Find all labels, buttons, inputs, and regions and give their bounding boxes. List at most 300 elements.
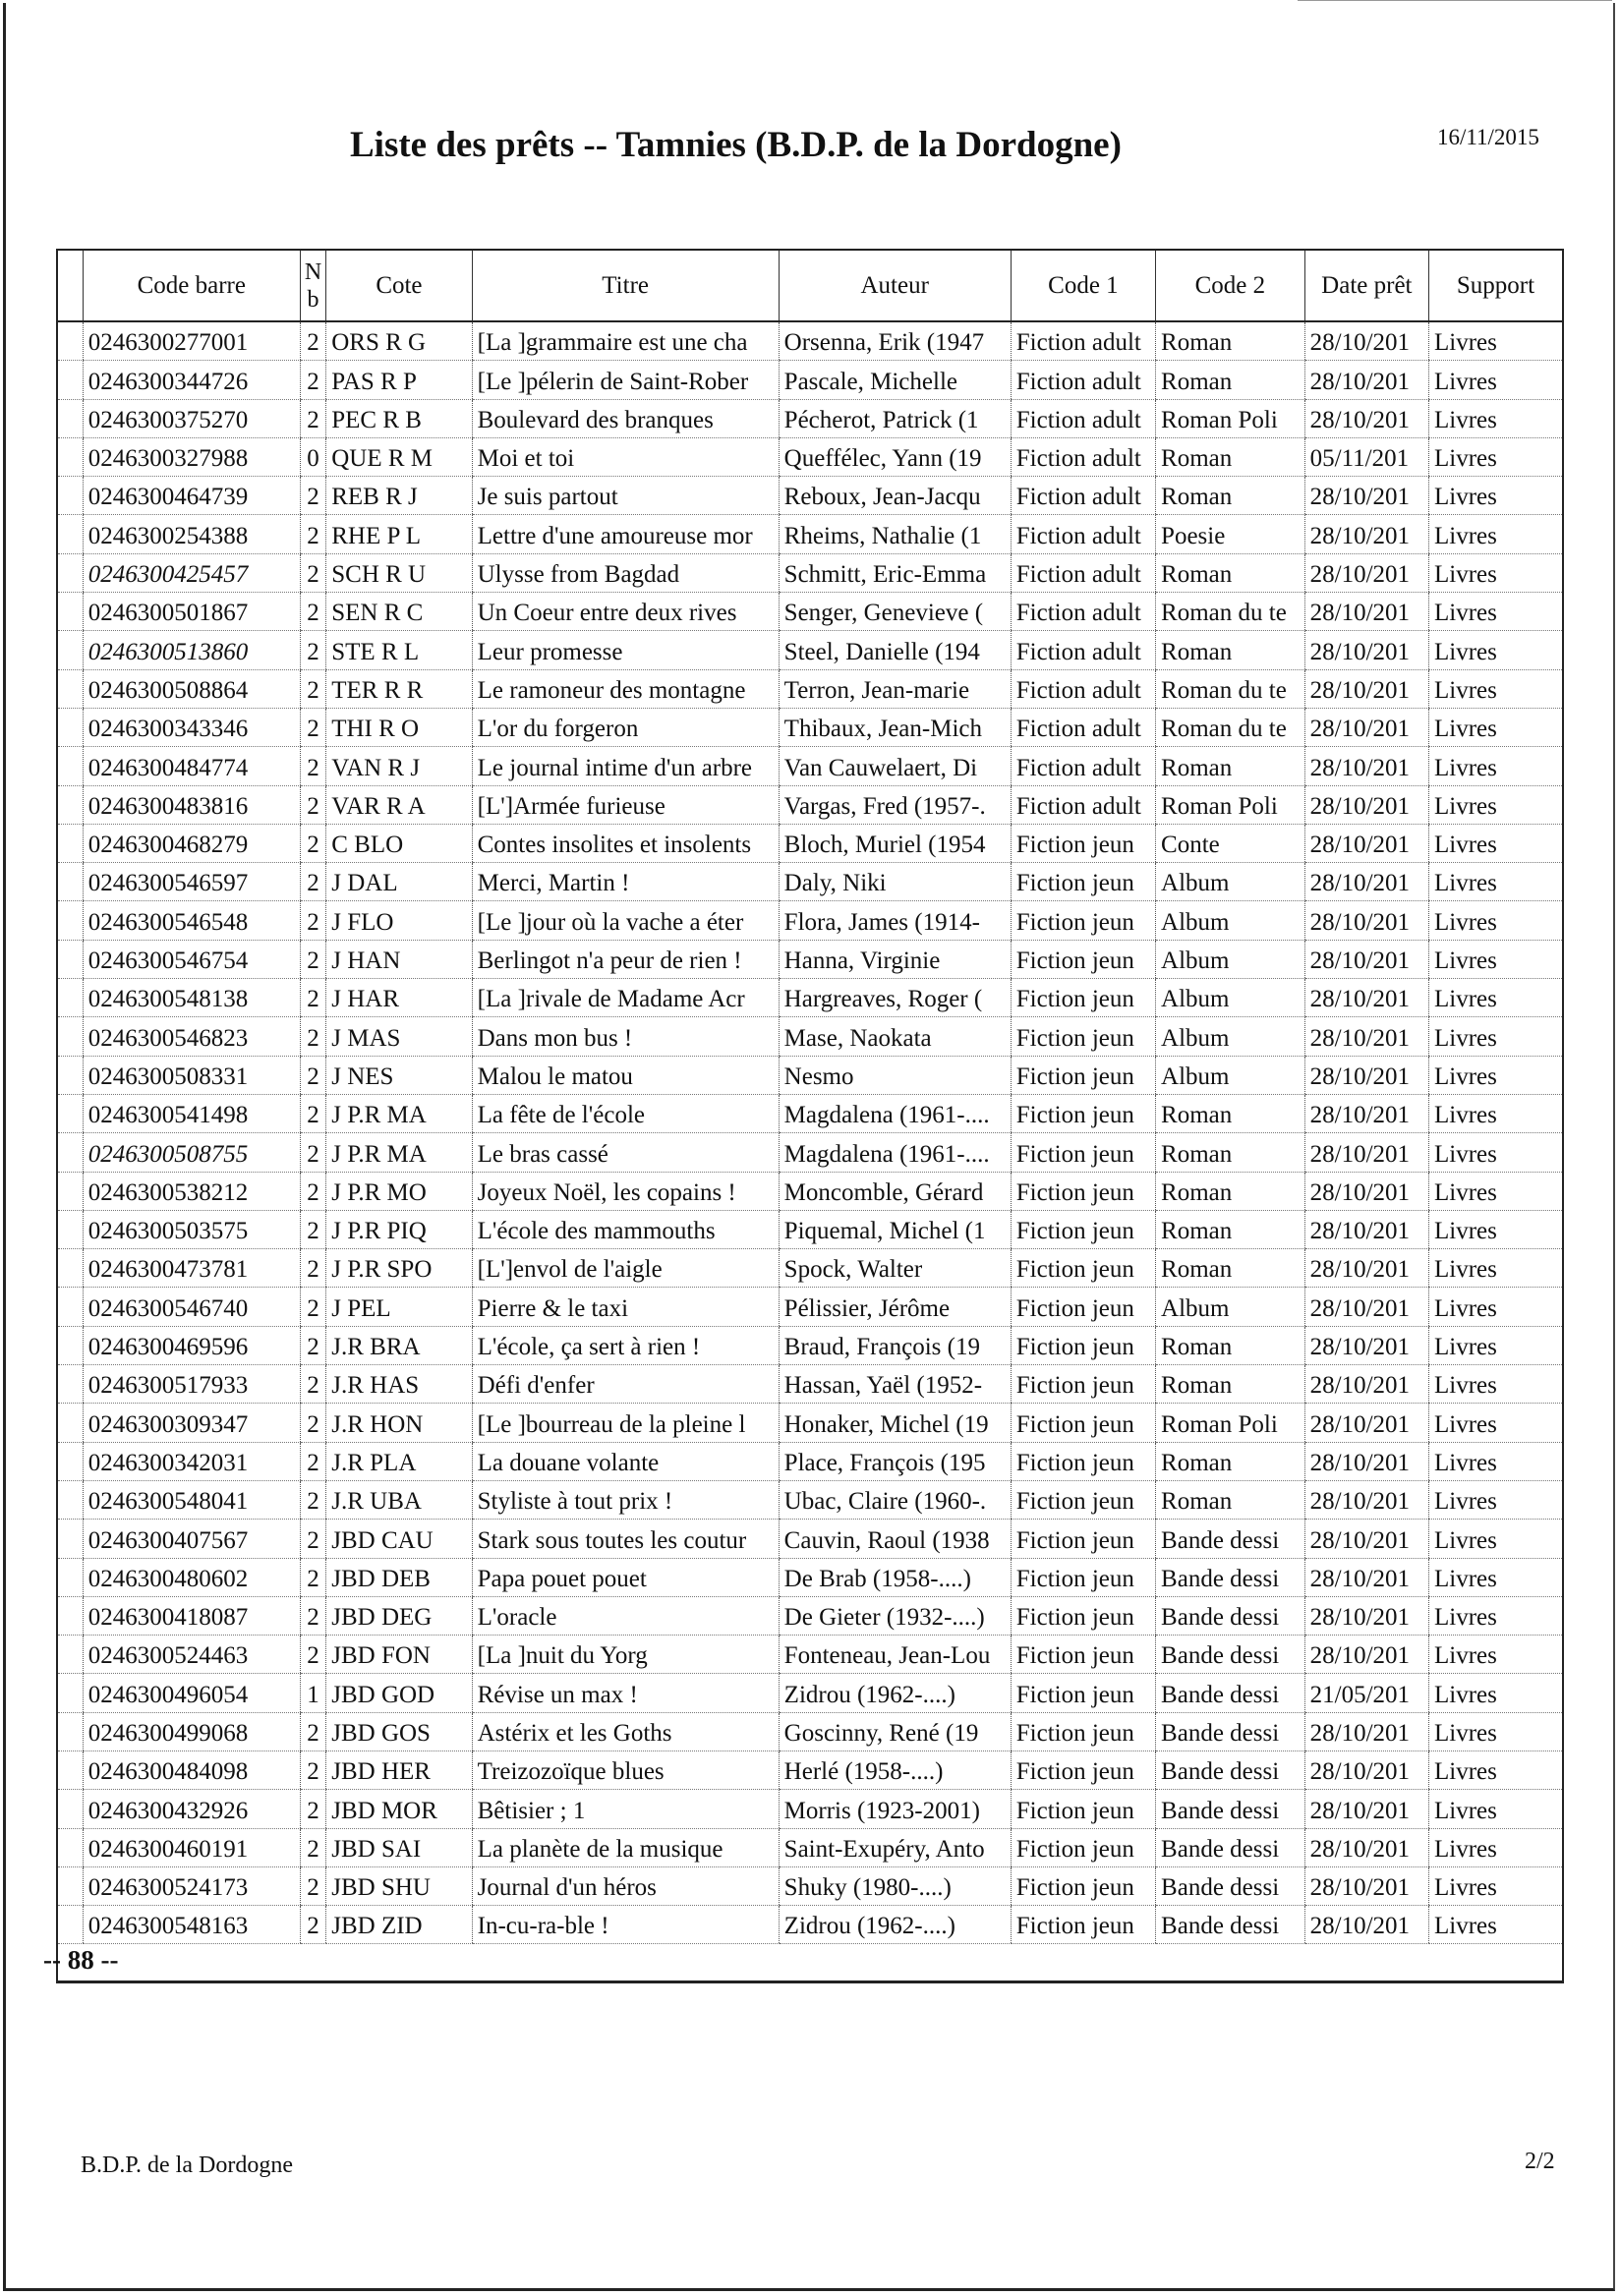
cell-cote: J MAS bbox=[326, 1017, 472, 1056]
cell-auteur: Reboux, Jean-Jacqu bbox=[779, 477, 1011, 515]
cell-nb: 0 bbox=[300, 437, 325, 476]
cell-date-pret: 28/10/201 bbox=[1304, 1712, 1428, 1751]
cell-date-pret: 28/10/201 bbox=[1304, 515, 1428, 553]
cell-code-barre: 0246300546597 bbox=[83, 863, 300, 901]
cell-support: Livres bbox=[1429, 940, 1562, 978]
cell-code2: Bande dessi bbox=[1156, 1558, 1305, 1596]
loans-table bbox=[58, 251, 1562, 1944]
page-title: Liste des prêts -- Tamnies (B.D.P. de la Dordogne) bbox=[350, 125, 1122, 165]
cell-date-pret: 28/10/201 bbox=[1304, 1790, 1428, 1828]
cell-support: Livres bbox=[1429, 437, 1562, 476]
cell-code-barre: 0246300503575 bbox=[83, 1210, 300, 1248]
cell-blank bbox=[58, 361, 83, 399]
cell-support: Livres bbox=[1429, 1365, 1562, 1404]
cell-blank bbox=[58, 1596, 83, 1635]
cell-blank bbox=[58, 1017, 83, 1056]
cell-date-pret: 28/10/201 bbox=[1304, 1404, 1428, 1442]
cell-auteur: Bloch, Muriel (1954 bbox=[779, 824, 1011, 862]
cell-support: Livres bbox=[1429, 1828, 1562, 1866]
cell-blank bbox=[58, 1442, 83, 1480]
cell-blank bbox=[58, 1288, 83, 1326]
col-header-code2: Code 2 bbox=[1156, 251, 1305, 321]
cell-date-pret: 28/10/201 bbox=[1304, 708, 1428, 746]
cell-support: Livres bbox=[1429, 1596, 1562, 1635]
cell-date-pret: 28/10/201 bbox=[1304, 1558, 1428, 1596]
table-row bbox=[58, 1674, 1562, 1712]
cell-nb: 2 bbox=[300, 1442, 325, 1480]
cell-titre: La douane volante bbox=[472, 1442, 779, 1480]
table-row bbox=[58, 553, 1562, 592]
cell-auteur: Rheims, Nathalie (1 bbox=[779, 515, 1011, 553]
cell-date-pret: 28/10/201 bbox=[1304, 1133, 1428, 1172]
table-row bbox=[58, 1596, 1562, 1635]
cell-code2: Roman bbox=[1156, 1442, 1305, 1480]
cell-code1: Fiction jeun bbox=[1011, 1288, 1155, 1326]
cell-blank bbox=[58, 1751, 83, 1789]
cell-nb: 2 bbox=[300, 824, 325, 862]
cell-cote: J.R PLA bbox=[326, 1442, 472, 1480]
cell-auteur: Piquemal, Michel (1 bbox=[779, 1210, 1011, 1248]
cell-titre: La fête de l'école bbox=[472, 1094, 779, 1132]
cell-code-barre: 0246300546740 bbox=[83, 1288, 300, 1326]
cell-blank bbox=[58, 1828, 83, 1866]
cell-titre: Berlingot n'a peur de rien ! bbox=[472, 940, 779, 978]
cell-titre: Joyeux Noël, les copains ! bbox=[472, 1172, 779, 1210]
cell-code2: Album bbox=[1156, 940, 1305, 978]
cell-nb: 2 bbox=[300, 399, 325, 437]
cell-nb: 2 bbox=[300, 901, 325, 940]
cell-blank bbox=[58, 1636, 83, 1674]
cell-support: Livres bbox=[1429, 708, 1562, 746]
cell-auteur: Daly, Niki bbox=[779, 863, 1011, 901]
cell-titre: Le ramoneur des montagne bbox=[472, 669, 779, 708]
cell-blank bbox=[58, 1365, 83, 1404]
table-row bbox=[58, 399, 1562, 437]
cell-auteur: Zidrou (1962-....) bbox=[779, 1906, 1011, 1944]
cell-code2: Roman bbox=[1156, 1172, 1305, 1210]
cell-code2: Bande dessi bbox=[1156, 1828, 1305, 1866]
cell-code2: Bande dessi bbox=[1156, 1751, 1305, 1789]
cell-titre: L'école, ça sert à rien ! bbox=[472, 1326, 779, 1364]
cell-code1: Fiction jeun bbox=[1011, 1790, 1155, 1828]
cell-code2: Roman bbox=[1156, 1094, 1305, 1132]
cell-support: Livres bbox=[1429, 1674, 1562, 1712]
cell-code2: Album bbox=[1156, 863, 1305, 901]
cell-date-pret: 28/10/201 bbox=[1304, 1480, 1428, 1519]
cell-code-barre: 0246300343346 bbox=[83, 708, 300, 746]
table-row bbox=[58, 1365, 1562, 1404]
cell-cote: J.R HON bbox=[326, 1404, 472, 1442]
table-row bbox=[58, 1172, 1562, 1210]
cell-titre: Styliste à tout prix ! bbox=[472, 1480, 779, 1519]
cell-nb: 2 bbox=[300, 1017, 325, 1056]
cell-cote: JBD ZID bbox=[326, 1906, 472, 1944]
cell-cote: QUE R M bbox=[326, 437, 472, 476]
cell-auteur: Orsenna, Erik (1947 bbox=[779, 321, 1011, 361]
cell-code2: Bande dessi bbox=[1156, 1906, 1305, 1944]
cell-blank bbox=[58, 669, 83, 708]
cell-nb: 2 bbox=[300, 1133, 325, 1172]
cell-code2: Roman bbox=[1156, 1249, 1305, 1288]
cell-code1: Fiction jeun bbox=[1011, 1133, 1155, 1172]
cell-support: Livres bbox=[1429, 747, 1562, 785]
cell-code1: Fiction jeun bbox=[1011, 1866, 1155, 1905]
cell-code1: Fiction jeun bbox=[1011, 1636, 1155, 1674]
cell-date-pret: 05/11/201 bbox=[1304, 437, 1428, 476]
cell-titre: Papa pouet pouet bbox=[472, 1558, 779, 1596]
cell-date-pret: 28/10/201 bbox=[1304, 824, 1428, 862]
cell-auteur: Herlé (1958-....) bbox=[779, 1751, 1011, 1789]
cell-titre: Stark sous toutes les coutur bbox=[472, 1520, 779, 1558]
cell-cote: JBD FON bbox=[326, 1636, 472, 1674]
cell-blank bbox=[58, 747, 83, 785]
table-row bbox=[58, 1828, 1562, 1866]
cell-code-barre: 0246300484774 bbox=[83, 747, 300, 785]
cell-cote: PAS R P bbox=[326, 361, 472, 399]
cell-nb: 2 bbox=[300, 1558, 325, 1596]
cell-auteur: Ubac, Claire (1960-. bbox=[779, 1480, 1011, 1519]
cell-date-pret: 28/10/201 bbox=[1304, 1828, 1428, 1866]
cell-cote: J FLO bbox=[326, 901, 472, 940]
cell-nb: 2 bbox=[300, 1094, 325, 1132]
cell-date-pret: 28/10/201 bbox=[1304, 785, 1428, 824]
cell-cote: J.R UBA bbox=[326, 1480, 472, 1519]
cell-code-barre: 0246300473781 bbox=[83, 1249, 300, 1288]
cell-support: Livres bbox=[1429, 631, 1562, 669]
table-row bbox=[58, 824, 1562, 862]
cell-auteur: Zidrou (1962-....) bbox=[779, 1674, 1011, 1712]
cell-cote: THI R O bbox=[326, 708, 472, 746]
cell-titre: In-cu-ra-ble ! bbox=[472, 1906, 779, 1944]
cell-code-barre: 0246300327988 bbox=[83, 437, 300, 476]
cell-cote: JBD HER bbox=[326, 1751, 472, 1789]
table-row bbox=[58, 901, 1562, 940]
col-header-titre: Titre bbox=[472, 251, 779, 321]
cell-code-barre: 0246300344726 bbox=[83, 361, 300, 399]
cell-code1: Fiction jeun bbox=[1011, 1480, 1155, 1519]
col-header-auteur: Auteur bbox=[779, 251, 1011, 321]
cell-code1: Fiction jeun bbox=[1011, 901, 1155, 940]
cell-code2: Roman bbox=[1156, 1133, 1305, 1172]
cell-code-barre: 0246300513860 bbox=[83, 631, 300, 669]
cell-titre: Bêtisier ; 1 bbox=[472, 1790, 779, 1828]
cell-code1: Fiction jeun bbox=[1011, 979, 1155, 1017]
cell-blank bbox=[58, 1906, 83, 1944]
cell-date-pret: 28/10/201 bbox=[1304, 1751, 1428, 1789]
cell-code2: Roman Poli bbox=[1156, 785, 1305, 824]
cell-titre: [L']Armée furieuse bbox=[472, 785, 779, 824]
cell-titre: Ulysse from Bagdad bbox=[472, 553, 779, 592]
cell-auteur: Nesmo bbox=[779, 1056, 1011, 1094]
cell-auteur: Cauvin, Raoul (1938 bbox=[779, 1520, 1011, 1558]
col-header-support: Support bbox=[1429, 251, 1562, 321]
cell-titre: Pierre & le taxi bbox=[472, 1288, 779, 1326]
cell-support: Livres bbox=[1429, 1056, 1562, 1094]
cell-cote: J DAL bbox=[326, 863, 472, 901]
cell-blank bbox=[58, 824, 83, 862]
cell-titre: Le bras cassé bbox=[472, 1133, 779, 1172]
table-row bbox=[58, 940, 1562, 978]
cell-code2: Roman du te bbox=[1156, 669, 1305, 708]
cell-support: Livres bbox=[1429, 1636, 1562, 1674]
cell-date-pret: 28/10/201 bbox=[1304, 321, 1428, 361]
cell-date-pret: 28/10/201 bbox=[1304, 747, 1428, 785]
cell-cote: J PEL bbox=[326, 1288, 472, 1326]
cell-code1: Fiction jeun bbox=[1011, 824, 1155, 862]
cell-titre: [Le ]pélerin de Saint-Rober bbox=[472, 361, 779, 399]
cell-nb: 2 bbox=[300, 1520, 325, 1558]
cell-code-barre: 0246300468279 bbox=[83, 824, 300, 862]
cell-nb: 2 bbox=[300, 940, 325, 978]
cell-nb: 2 bbox=[300, 1404, 325, 1442]
cell-cote: PEC R B bbox=[326, 399, 472, 437]
cell-nb: 2 bbox=[300, 1365, 325, 1404]
cell-code-barre: 0246300464739 bbox=[83, 477, 300, 515]
cell-date-pret: 28/10/201 bbox=[1304, 1326, 1428, 1364]
cell-blank bbox=[58, 1866, 83, 1905]
cell-titre: Le journal intime d'un arbre bbox=[472, 747, 779, 785]
cell-support: Livres bbox=[1429, 515, 1562, 553]
cell-nb: 2 bbox=[300, 1828, 325, 1866]
cell-code2: Bande dessi bbox=[1156, 1636, 1305, 1674]
cell-auteur: Queffélec, Yann (19 bbox=[779, 437, 1011, 476]
cell-titre: Lettre d'une amoureuse mor bbox=[472, 515, 779, 553]
cell-blank bbox=[58, 593, 83, 631]
cell-nb: 1 bbox=[300, 1674, 325, 1712]
cell-titre: [L']envol de l'aigle bbox=[472, 1249, 779, 1288]
cell-support: Livres bbox=[1429, 1442, 1562, 1480]
table-row bbox=[58, 321, 1562, 361]
cell-code1: Fiction adult bbox=[1011, 361, 1155, 399]
cell-support: Livres bbox=[1429, 399, 1562, 437]
cell-auteur: Fonteneau, Jean-Lou bbox=[779, 1636, 1011, 1674]
cell-support: Livres bbox=[1429, 1133, 1562, 1172]
cell-blank bbox=[58, 1712, 83, 1751]
table-row bbox=[58, 437, 1562, 476]
table-row bbox=[58, 515, 1562, 553]
table-row bbox=[58, 1249, 1562, 1288]
cell-code-barre: 0246300548163 bbox=[83, 1906, 300, 1944]
cell-auteur: Pascale, Michelle bbox=[779, 361, 1011, 399]
cell-code-barre: 0246300425457 bbox=[83, 553, 300, 592]
table-row bbox=[58, 1558, 1562, 1596]
table-row bbox=[58, 1210, 1562, 1248]
cell-date-pret: 28/10/201 bbox=[1304, 901, 1428, 940]
cell-auteur: Saint-Exupéry, Anto bbox=[779, 1828, 1011, 1866]
cell-support: Livres bbox=[1429, 1751, 1562, 1789]
table-row bbox=[58, 1404, 1562, 1442]
cell-support: Livres bbox=[1429, 1866, 1562, 1905]
cell-date-pret: 28/10/201 bbox=[1304, 1442, 1428, 1480]
col-header-code-barre: Code barre bbox=[83, 251, 300, 321]
cell-date-pret: 28/10/201 bbox=[1304, 1866, 1428, 1905]
cell-date-pret: 28/10/201 bbox=[1304, 1249, 1428, 1288]
cell-code2: Conte bbox=[1156, 824, 1305, 862]
cell-cote: J HAN bbox=[326, 940, 472, 978]
cell-blank bbox=[58, 1326, 83, 1364]
cell-code1: Fiction jeun bbox=[1011, 1674, 1155, 1712]
cell-support: Livres bbox=[1429, 1520, 1562, 1558]
cell-date-pret: 28/10/201 bbox=[1304, 940, 1428, 978]
cell-blank bbox=[58, 1210, 83, 1248]
cell-date-pret: 28/10/201 bbox=[1304, 1210, 1428, 1248]
cell-cote: VAN R J bbox=[326, 747, 472, 785]
cell-titre: L'école des mammouths bbox=[472, 1210, 779, 1248]
cell-code-barre: 0246300546754 bbox=[83, 940, 300, 978]
table-row bbox=[58, 1790, 1562, 1828]
cell-titre: Leur promesse bbox=[472, 631, 779, 669]
cell-nb: 2 bbox=[300, 863, 325, 901]
cell-code1: Fiction jeun bbox=[1011, 1094, 1155, 1132]
cell-code-barre: 0246300432926 bbox=[83, 1790, 300, 1828]
cell-support: Livres bbox=[1429, 477, 1562, 515]
cell-code-barre: 0246300480602 bbox=[83, 1558, 300, 1596]
cell-auteur: Morris (1923-2001) bbox=[779, 1790, 1011, 1828]
cell-code2: Poesie bbox=[1156, 515, 1305, 553]
cell-code2: Album bbox=[1156, 1288, 1305, 1326]
cell-cote: J P.R SPO bbox=[326, 1249, 472, 1288]
cell-code2: Roman bbox=[1156, 477, 1305, 515]
cell-code-barre: 0246300524173 bbox=[83, 1866, 300, 1905]
cell-blank bbox=[58, 437, 83, 476]
cell-titre: [La ]nuit du Yorg bbox=[472, 1636, 779, 1674]
cell-nb: 2 bbox=[300, 1480, 325, 1519]
cell-support: Livres bbox=[1429, 1480, 1562, 1519]
cell-date-pret: 28/10/201 bbox=[1304, 1094, 1428, 1132]
cell-blank bbox=[58, 515, 83, 553]
cell-nb: 2 bbox=[300, 1249, 325, 1288]
cell-auteur: Magdalena (1961-.... bbox=[779, 1094, 1011, 1132]
table-row bbox=[58, 1442, 1562, 1480]
cell-code2: Roman bbox=[1156, 1480, 1305, 1519]
cell-cote: JBD DEB bbox=[326, 1558, 472, 1596]
cell-date-pret: 28/10/201 bbox=[1304, 593, 1428, 631]
cell-support: Livres bbox=[1429, 824, 1562, 862]
cell-nb: 2 bbox=[300, 477, 325, 515]
cell-code1: Fiction jeun bbox=[1011, 1326, 1155, 1364]
col-header-nb-text: N b bbox=[304, 258, 322, 313]
cell-code-barre: 0246300517933 bbox=[83, 1365, 300, 1404]
report-date: 16/11/2015 bbox=[1437, 125, 1539, 149]
cell-code1: Fiction jeun bbox=[1011, 1712, 1155, 1751]
cell-blank bbox=[58, 1133, 83, 1172]
cell-nb: 2 bbox=[300, 631, 325, 669]
cell-cote: J HAR bbox=[326, 979, 472, 1017]
cell-cote: JBD SHU bbox=[326, 1866, 472, 1905]
cell-code1: Fiction adult bbox=[1011, 477, 1155, 515]
cell-titre: L'or du forgeron bbox=[472, 708, 779, 746]
cell-nb: 2 bbox=[300, 1326, 325, 1364]
cell-cote: REB R J bbox=[326, 477, 472, 515]
cell-blank bbox=[58, 901, 83, 940]
cell-code2: Album bbox=[1156, 1017, 1305, 1056]
cell-code1: Fiction adult bbox=[1011, 631, 1155, 669]
cell-code-barre: 0246300342031 bbox=[83, 1442, 300, 1480]
cell-code2: Roman du te bbox=[1156, 708, 1305, 746]
cell-date-pret: 28/10/201 bbox=[1304, 1017, 1428, 1056]
cell-code1: Fiction adult bbox=[1011, 669, 1155, 708]
cell-titre: Boulevard des branques bbox=[472, 399, 779, 437]
cell-date-pret: 21/05/201 bbox=[1304, 1674, 1428, 1712]
cell-blank bbox=[58, 631, 83, 669]
table-row bbox=[58, 477, 1562, 515]
cell-support: Livres bbox=[1429, 553, 1562, 592]
col-header-cote: Cote bbox=[326, 251, 472, 321]
footer-library: B.D.P. de la Dordogne bbox=[81, 2152, 293, 2178]
cell-code2: Roman du te bbox=[1156, 593, 1305, 631]
cell-blank bbox=[58, 1094, 83, 1132]
cell-code1: Fiction jeun bbox=[1011, 1558, 1155, 1596]
cell-blank bbox=[58, 1520, 83, 1558]
cell-cote: JBD DEG bbox=[326, 1596, 472, 1635]
col-header-nb bbox=[300, 251, 325, 321]
cell-code1: Fiction jeun bbox=[1011, 1520, 1155, 1558]
cell-code-barre: 0246300469596 bbox=[83, 1326, 300, 1364]
cell-titre: [Le ]jour où la vache a éter bbox=[472, 901, 779, 940]
cell-nb: 2 bbox=[300, 1790, 325, 1828]
cell-code-barre: 0246300538212 bbox=[83, 1172, 300, 1210]
cell-cote: JBD MOR bbox=[326, 1790, 472, 1828]
cell-auteur: Goscinny, René (19 bbox=[779, 1712, 1011, 1751]
cell-support: Livres bbox=[1429, 1712, 1562, 1751]
cell-date-pret: 28/10/201 bbox=[1304, 399, 1428, 437]
table-header-row bbox=[58, 251, 1562, 321]
cell-cote: STE R L bbox=[326, 631, 472, 669]
cell-auteur: Magdalena (1961-.... bbox=[779, 1133, 1011, 1172]
cell-code1: Fiction jeun bbox=[1011, 1210, 1155, 1248]
cell-titre: Contes insolites et insolents bbox=[472, 824, 779, 862]
cell-support: Livres bbox=[1429, 321, 1562, 361]
cell-code2: Bande dessi bbox=[1156, 1866, 1305, 1905]
cell-code1: Fiction jeun bbox=[1011, 1249, 1155, 1288]
cell-titre: Moi et toi bbox=[472, 437, 779, 476]
cell-code-barre: 0246300508864 bbox=[83, 669, 300, 708]
cell-code-barre: 0246300508755 bbox=[83, 1133, 300, 1172]
cell-code2: Roman Poli bbox=[1156, 1404, 1305, 1442]
cell-code2: Bande dessi bbox=[1156, 1596, 1305, 1635]
cell-titre: La planète de la musique bbox=[472, 1828, 779, 1866]
cell-date-pret: 28/10/201 bbox=[1304, 1636, 1428, 1674]
table-row bbox=[58, 863, 1562, 901]
cell-auteur: Van Cauwelaert, Di bbox=[779, 747, 1011, 785]
cell-cote: J NES bbox=[326, 1056, 472, 1094]
cell-blank bbox=[58, 1790, 83, 1828]
cell-code1: Fiction jeun bbox=[1011, 1056, 1155, 1094]
cell-auteur: Pécherot, Patrick (1 bbox=[779, 399, 1011, 437]
cell-code1: Fiction adult bbox=[1011, 785, 1155, 824]
table-row bbox=[58, 1056, 1562, 1094]
cell-code2: Roman bbox=[1156, 1365, 1305, 1404]
cell-date-pret: 28/10/201 bbox=[1304, 669, 1428, 708]
cell-blank bbox=[58, 1404, 83, 1442]
cell-titre: Dans mon bus ! bbox=[472, 1017, 779, 1056]
cell-nb: 2 bbox=[300, 593, 325, 631]
cell-titre: Malou le matou bbox=[472, 1056, 779, 1094]
cell-date-pret: 28/10/201 bbox=[1304, 1172, 1428, 1210]
col-header-blank bbox=[58, 251, 83, 321]
cell-code-barre: 0246300508331 bbox=[83, 1056, 300, 1094]
table-row bbox=[58, 1480, 1562, 1519]
cell-titre: Je suis partout bbox=[472, 477, 779, 515]
cell-cote: J.R BRA bbox=[326, 1326, 472, 1364]
cell-code-barre: 0246300484098 bbox=[83, 1751, 300, 1789]
cell-code2: Album bbox=[1156, 1056, 1305, 1094]
cell-auteur: Schmitt, Eric-Emma bbox=[779, 553, 1011, 592]
cell-blank bbox=[58, 940, 83, 978]
cell-code-barre: 0246300541498 bbox=[83, 1094, 300, 1132]
cell-code1: Fiction adult bbox=[1011, 553, 1155, 592]
cell-support: Livres bbox=[1429, 979, 1562, 1017]
